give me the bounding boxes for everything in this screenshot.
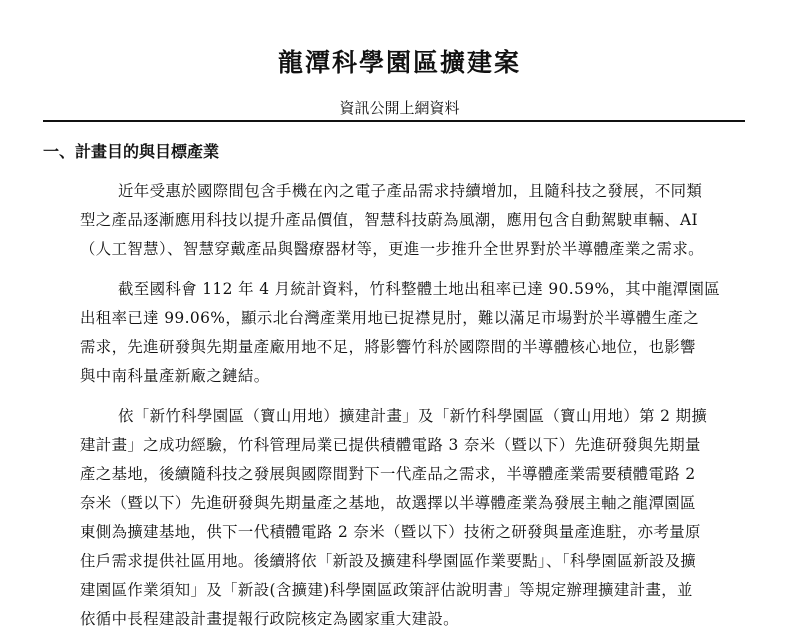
header-divider [43,120,745,122]
paragraph-line: 住戶需求提供社區用地。後續將依「新設及擴建科學園區作業要點」、「科學園區新設及擴 [80,552,697,570]
paragraph-line: 依「新竹科學園區（寶山用地）擴建計畫」及「新竹科學園區（寶山用地）第 2 期擴 [118,407,708,425]
document-subtitle: 資訊公開上網資料 [339,99,460,117]
paragraph-line: 產之基地，後續隨科技之發展與國際間對下一代產品之需求，半導體產業需要積體電路 2 [80,465,696,483]
paragraph-line: 需求，先進研發與先期量產廠用地不足，將影響竹科於國際間的半導體核心地位，也影響 [80,338,696,356]
document-title: 龍潭科學園區擴建案 [277,48,521,77]
paragraph-line: 近年受惠於國際間包含手機在內之電子產品需求持續增加，且隨科技之發展，不同類 [118,182,703,200]
paragraph-3 [80,402,746,634]
paragraph-line: 出租率已達 99.06%，顯示北台灣產業用地已捉襟見肘，難以滿足市場對於半導體生產之 [80,309,700,327]
paragraph-line: （人工智慧）、智慧穿戴產品與醫療器材等，更進一步推升全世界對於半導體產業之需求。 [80,240,704,258]
paragraph-line: 截至國科會 112 年 4 月統計資料，竹科整體土地出租率已達 90.59%，其中龍潭園區 [118,280,721,298]
paragraph-line: 東側為擴建基地，供下一代積體電路 2 奈米（暨以下）技術之研發與量產進駐，亦考量原 [80,523,701,541]
paragraph-1 [80,177,746,264]
paragraph-line: 奈米（暨以下）先進研發與先期量產之基地，故選擇以半導體產業為發展主軸之龍潭園區 [80,494,696,512]
paragraph-line: 型之產品逐漸應用科技以提升產品價值，智慧科技蔚為風潮，應用包含自動駕駛車輛、AI [80,211,699,229]
paragraph-2 [80,275,746,391]
paragraph-line: 依循中長程建設計畫提報行政院核定為國家重大建設。 [80,610,459,628]
paragraph-line: 建計畫」之成功經驗，竹科管理局業已提供積體電路 3 奈米（暨以下）先進研發與先期量 [80,436,701,454]
section-heading: 一、計畫目的與目標產業 [43,142,220,161]
paragraph-line: 與中南科量產新廠之鏈結。 [80,367,270,385]
paragraph-line: 建園區作業須知」及「新設(含擴建)科學園區政策評估說明書」等規定辦理擴建計畫，並 [80,581,693,599]
